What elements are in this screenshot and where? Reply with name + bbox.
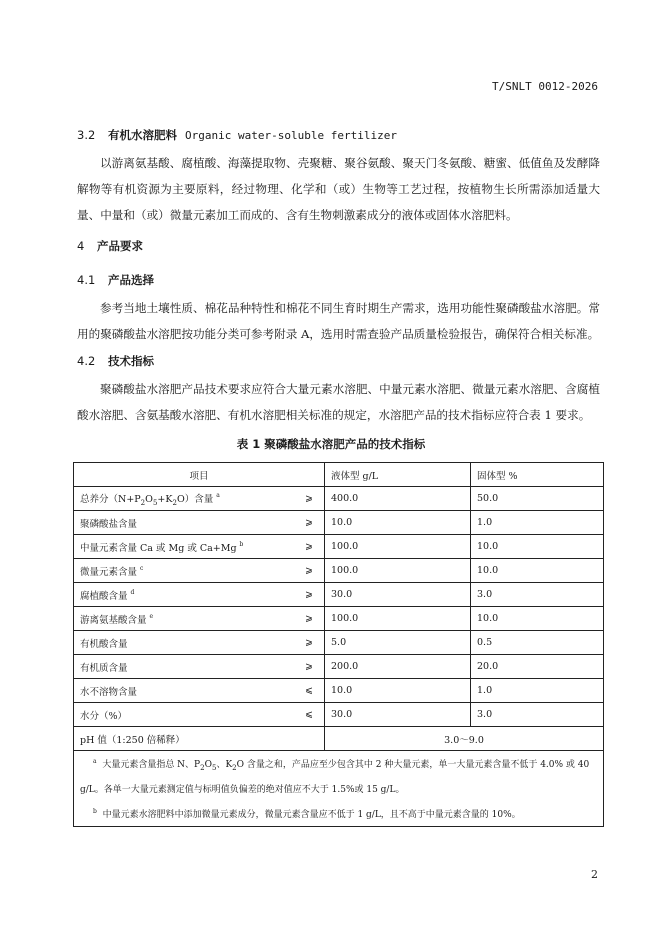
section-4-1-paragraph: 参考当地土壤性质、棉花品种特性和棉花不同生育时期生产需求，选用功能性聚磷酸盐水溶肥。常用的聚磷酸盐水溶肥按功能分类可参考附录 A，选用时需查验产品质量检验报告，确保符合相关标准。 [77, 301, 600, 341]
row-solid: 10.0 [471, 535, 604, 559]
row-liquid: 30.0 [325, 583, 471, 607]
row-solid: 0.5 [471, 631, 604, 655]
ph-row-value: 3.0～9.0 [325, 727, 604, 751]
section-3-2-paragraph: 以游离氨基酸、腐植酸、海藻提取物、壳聚糖、聚谷氨酸、聚天门冬氨酸、糖蜜、低值鱼及发酵降解物等有机资源为主要原料，经过物理、化学和（或）生物等工艺过程，按植物生长所需添加适量大量、中量和（或）微量元素加工而成的、含有生物刺激素成分的液体或固体水溶肥料。 [77, 156, 600, 222]
note-b: $^b$ 中量元素水溶肥料中添加微量元素成分，微量元素含量应不低于 1 g/L，且不高于中量元素含量的 10%。 [93, 807, 521, 820]
section-4-heading [77, 238, 143, 254]
header-item: 项目 [74, 463, 325, 487]
row-solid: 50.0 [471, 487, 604, 511]
header-solid: 固体型 % [471, 463, 604, 487]
spec-table [73, 462, 604, 827]
note-a: $^a$ 大量元素含量指总 N、$P_2O_5$、$K_2O$ 含量之和，产品应至少包含其中 2 种大量元素，单一大量元素含量不低于 4.0% 或 40 g/L。各单一大量元素测定值与标明值负偏差的绝对值应不大于 1.5%或 15 g/L。 [80, 758, 590, 795]
row-liquid: 100.0 [325, 535, 471, 559]
row-sign: ⩽ [294, 679, 325, 703]
row-liquid: 10.0 [325, 679, 471, 703]
row-liquid: 5.0 [325, 631, 471, 655]
row-sign: ⩾ [294, 631, 325, 655]
row-liquid: 100.0 [325, 607, 471, 631]
row-name: 总养分$(N+P_2O_5+K_2O)$含量 $^a$ [74, 487, 295, 511]
table-row-ph [74, 727, 604, 751]
table-row [74, 655, 604, 679]
table-title: 表 1 聚磷酸盐水溶肥产品的技术指标 [236, 437, 426, 451]
table-row [74, 559, 604, 583]
row-liquid: 100.0 [325, 559, 471, 583]
section-4-1-heading [77, 272, 154, 288]
row-solid: 3.0 [471, 583, 604, 607]
row-sign: ⩾ [294, 511, 325, 535]
section-3-2-heading [77, 127, 397, 143]
section-number: 3.2 [77, 128, 96, 142]
section-title: 产品选择 [108, 273, 154, 287]
section-number: 4.2 [77, 354, 96, 368]
header-liquid: 液体型 g/L [325, 463, 471, 487]
row-name: 微量元素含量 $^c$ [74, 559, 295, 583]
row-solid: 3.0 [471, 703, 604, 727]
row-name: 有机酸含量 [74, 631, 295, 655]
row-sign: ⩾ [294, 559, 325, 583]
row-name: 水分（%） [74, 703, 295, 727]
row-sign: ⩾ [294, 607, 325, 631]
table-row [74, 607, 604, 631]
table-row [74, 631, 604, 655]
row-liquid: 30.0 [325, 703, 471, 727]
row-sign: ⩾ [294, 655, 325, 679]
table-row [74, 535, 604, 559]
row-sign: ⩾ [294, 487, 325, 511]
row-name: 中量元素含量 Ca 或 Mg 或 Ca+Mg $^b$ [74, 535, 295, 559]
row-name: 腐植酸含量 $^d$ [74, 583, 295, 607]
row-name: 聚磷酸盐含量 [74, 511, 295, 535]
document-code: T/SNLT 0012-2026 [492, 80, 598, 93]
row-sign: ⩽ [294, 703, 325, 727]
table-notes-row [74, 751, 604, 827]
row-solid: 20.0 [471, 655, 604, 679]
section-title-cn: 有机水溶肥料 [108, 128, 177, 142]
section-title-en: Organic water-soluble fertilizer [185, 129, 397, 142]
table-header-row [74, 463, 604, 487]
row-sign: ⩾ [294, 535, 325, 559]
section-title: 产品要求 [97, 239, 143, 253]
row-sign: ⩾ [294, 583, 325, 607]
row-liquid: 200.0 [325, 655, 471, 679]
page-number: 2 [591, 868, 598, 881]
row-liquid: 400.0 [325, 487, 471, 511]
table-row [74, 487, 604, 511]
table-row [74, 703, 604, 727]
row-solid: 10.0 [471, 559, 604, 583]
table-row [74, 511, 604, 535]
row-solid: 10.0 [471, 607, 604, 631]
row-solid: 1.0 [471, 511, 604, 535]
table-row [74, 583, 604, 607]
table-notes [74, 751, 604, 827]
table-row [74, 679, 604, 703]
ph-row-name: pH 值（1:250 倍稀释） [74, 727, 325, 751]
section-title: 技术指标 [108, 354, 154, 368]
section-4-2-paragraph: 聚磷酸盐水溶肥产品技术要求应符合大量元素水溶肥、中量元素水溶肥、微量元素水溶肥、含腐植酸水溶肥、含氨基酸水溶肥、有机水溶肥相关标准的规定，水溶肥产品的技术指标应符合表 1 要求。 [77, 382, 600, 422]
row-liquid: 10.0 [325, 511, 471, 535]
row-name: 水不溶物含量 [74, 679, 295, 703]
row-name: 游离氨基酸含量 $^e$ [74, 607, 295, 631]
section-number: 4.1 [77, 273, 96, 287]
row-name: 有机质含量 [74, 655, 295, 679]
row-solid: 1.0 [471, 679, 604, 703]
section-number: 4 [77, 239, 85, 253]
section-4-2-heading [77, 353, 154, 369]
